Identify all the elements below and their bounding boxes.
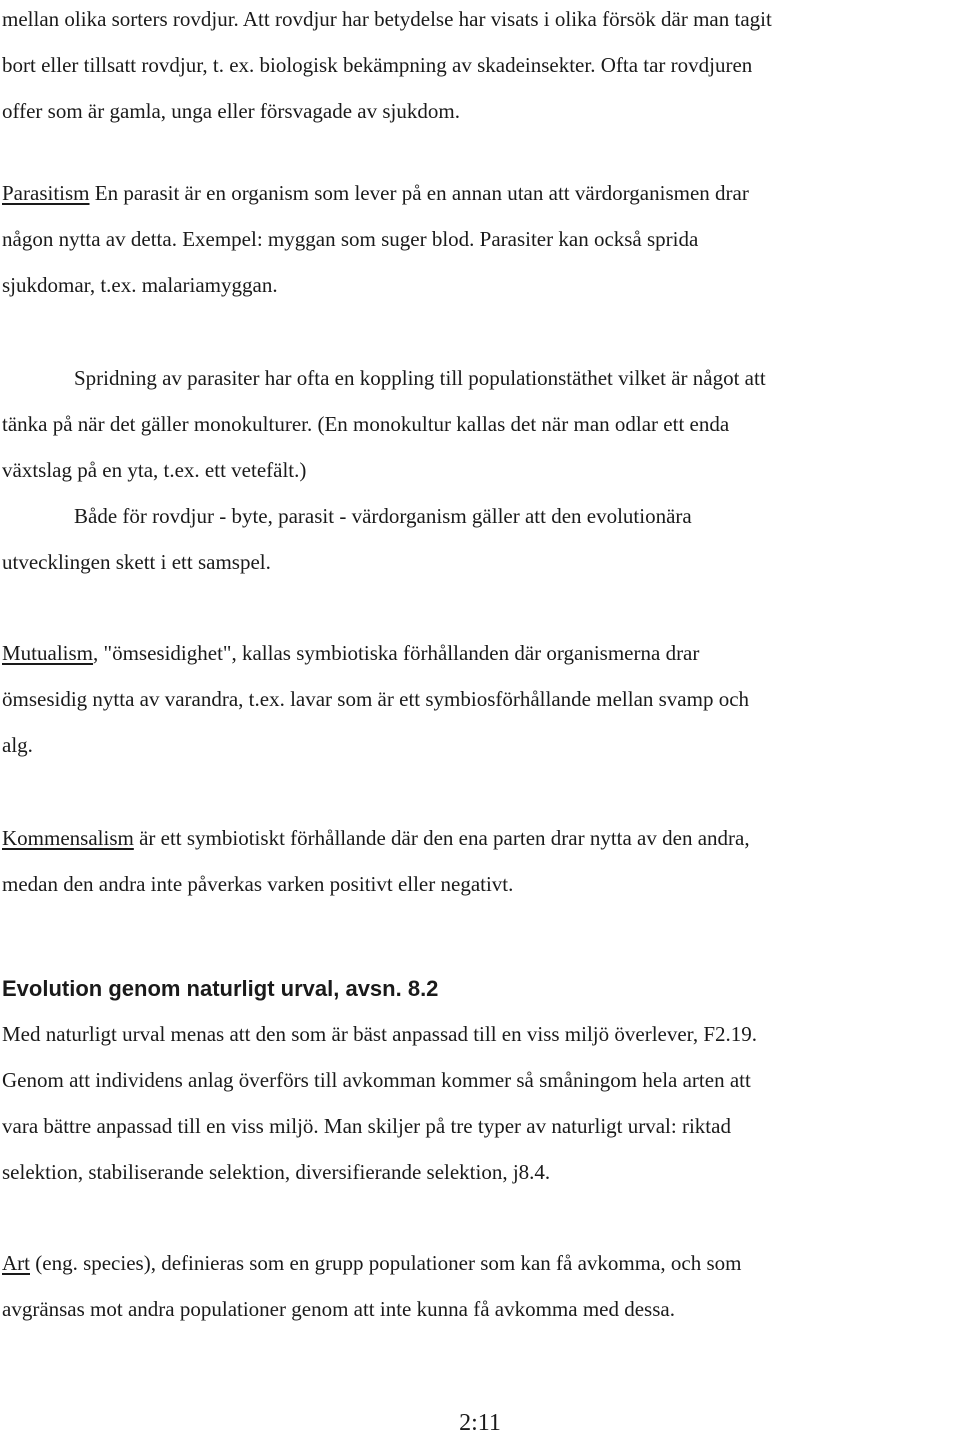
page-number: 2:11 (459, 1410, 501, 1436)
text-line: ömsesidig nytta av varandra, t.ex. lavar som är ett symbiosförhållande mellan svamp och (2, 687, 750, 711)
evolution-paragraph (2, 1011, 952, 1195)
text-span: , "ömsesidighet", kallas symbiotiska förhållanden där organismerna drar (93, 641, 700, 665)
text-line: Både för rovdjur - byte, parasit - värdorganism gäller att den evolutionära (74, 504, 692, 528)
text-line: vara bättre anpassad till en viss miljö. Man skiljer på tre typer av naturligt urval: riktad (2, 1114, 731, 1138)
text-line: offer som är gamla, unga eller försvagade av sjukdom. (2, 99, 460, 123)
parasitism-term: Parasitism (2, 181, 90, 205)
kommensalism-paragraph (2, 815, 952, 907)
bade-paragraph (2, 493, 952, 585)
parasitism-paragraph (2, 170, 952, 308)
kommensalism-term: Kommensalism (2, 826, 134, 850)
mutualism-term: Mutualism (2, 641, 94, 665)
text-line (2, 815, 952, 861)
text-line: Spridning av parasiter har ofta en koppling till populationstäthet vilket är något att (74, 366, 766, 390)
text-line: Genom att individens anlag överförs till avkomman kommer så småningom hela arten att (2, 1068, 751, 1092)
text-span: (eng. species), definieras som en grupp populationer som kan få avkomma, och som (30, 1251, 742, 1275)
text-line: mellan olika sorters rovdjur. Att rovdjur har betydelse har visats i olika försök där man tagit (2, 7, 772, 31)
text-line: Med naturligt urval menas att den som är bäst anpassad till en viss miljö överlever, F2.19. (2, 1022, 758, 1046)
text-line (2, 170, 952, 216)
text-span: är ett symbiotiskt förhållande där den ena parten drar nytta av den andra, (133, 826, 750, 850)
section-heading: Evolution genom naturligt urval, avsn. 8.2 (2, 976, 439, 1001)
text-line: sjukdomar, t.ex. malariamyggan. (2, 273, 278, 297)
text-line: bort eller tillsatt rovdjur, t. ex. biologisk bekämpning av skadeinsekter. Ofta tar rovdjuren (2, 53, 753, 77)
text-line: någon nytta av detta. Exempel: myggan som suger blod. Parasiter kan också sprida (2, 227, 699, 251)
text-line (2, 630, 952, 676)
text-line: tänka på när det gäller monokulturer. (En monokultur kallas det när man odlar ett enda (2, 412, 730, 436)
text-line: alg. (2, 733, 33, 757)
text-line (2, 1240, 952, 1286)
intro-paragraph (2, 0, 952, 134)
mutualism-paragraph (2, 630, 952, 768)
art-term: Art (2, 1251, 30, 1275)
text-span: En parasit är en organism som lever på en annan utan att värdorganismen drar (89, 181, 749, 205)
art-paragraph (2, 1240, 952, 1332)
text-line: selektion, stabiliserande selektion, diversifierande selektion, j8.4. (2, 1160, 551, 1184)
text-line: växtslag på en yta, t.ex. ett vetefält.) (2, 458, 307, 482)
text-line: utvecklingen skett i ett samspel. (2, 550, 271, 574)
text-line: medan den andra inte påverkas varken positivt eller negativt. (2, 872, 514, 896)
text-line: avgränsas mot andra populationer genom att inte kunna få avkomma med dessa. (2, 1297, 675, 1321)
spridning-paragraph (2, 355, 952, 493)
